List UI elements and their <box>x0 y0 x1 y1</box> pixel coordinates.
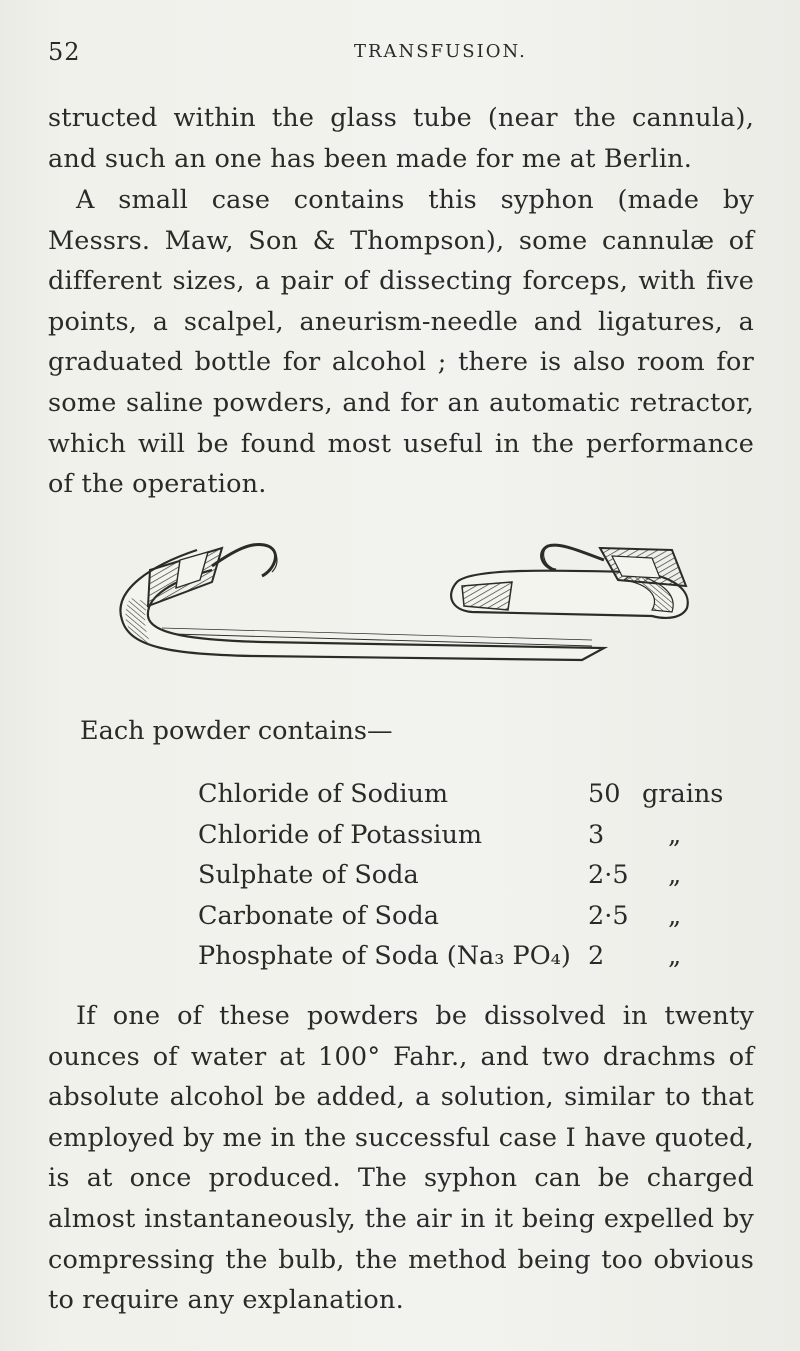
running-title: TRANSFUSION. <box>354 41 527 62</box>
ingredient-unit: „ <box>668 900 682 931</box>
ingredient-row <box>198 936 728 977</box>
ingredient-unit: „ <box>668 819 682 850</box>
ingredient-name: Sulphate of Soda <box>198 860 419 891</box>
page-number: 52 <box>48 38 81 66</box>
paragraph-case-contents: A small case contains this syphon (made by Messrs. Maw, Son & Thompson), some cannulæ of different sizes, a pair of dissecting forceps, with five points, a scalpel, aneurism-needle and ligatures, a graduated bottle for alcohol ; there is also room for some saline powders, and for an automatic retractor, which will be found most useful in the performance of the operation. <box>48 185 754 500</box>
ingredient-quantity: 2·5 <box>588 860 629 891</box>
paragraph-dissolving-instructions: If one of these powders be dissolved in twenty ounces of water at 100° Fahr., and two drachms of absolute alcohol be added, a solution, similar to that employed by me in the successful case I have quoted, is at once produced. The syphon can be charged almost instantaneously, the air in it being expelled by compressing the bulb, the method being too obvious to require any explanation. <box>48 1001 754 1316</box>
ingredient-row <box>198 855 728 896</box>
ingredient-quantity: 3 <box>588 819 605 850</box>
ingredient-row <box>198 815 728 856</box>
paragraph-continuation: structed within the glass tube (near the cannula), and such an one has been made for me at Berlin. <box>48 103 754 174</box>
ingredient-quantity: 50 <box>588 779 621 809</box>
powder-intro: Each powder contains— <box>80 716 393 746</box>
ingredient-row <box>198 774 728 815</box>
ingredient-quantity: 2·5 <box>588 900 629 931</box>
ingredient-name: Phosphate of Soda (Na₃ PO₄) <box>198 941 571 972</box>
ingredient-row <box>198 896 728 937</box>
ingredient-unit: grains <box>642 779 724 809</box>
ingredient-quantity: 2 <box>588 941 605 972</box>
page-header <box>48 38 708 68</box>
ingredient-list <box>198 774 728 977</box>
ingredient-name: Chloride of Potassium <box>198 819 483 850</box>
retractor-illustration <box>112 530 697 670</box>
ingredient-name: Carbonate of Soda <box>198 900 439 931</box>
ingredient-unit: „ <box>668 941 682 972</box>
ingredient-unit: „ <box>668 860 682 891</box>
ingredient-name: Chloride of Sodium <box>198 779 449 809</box>
